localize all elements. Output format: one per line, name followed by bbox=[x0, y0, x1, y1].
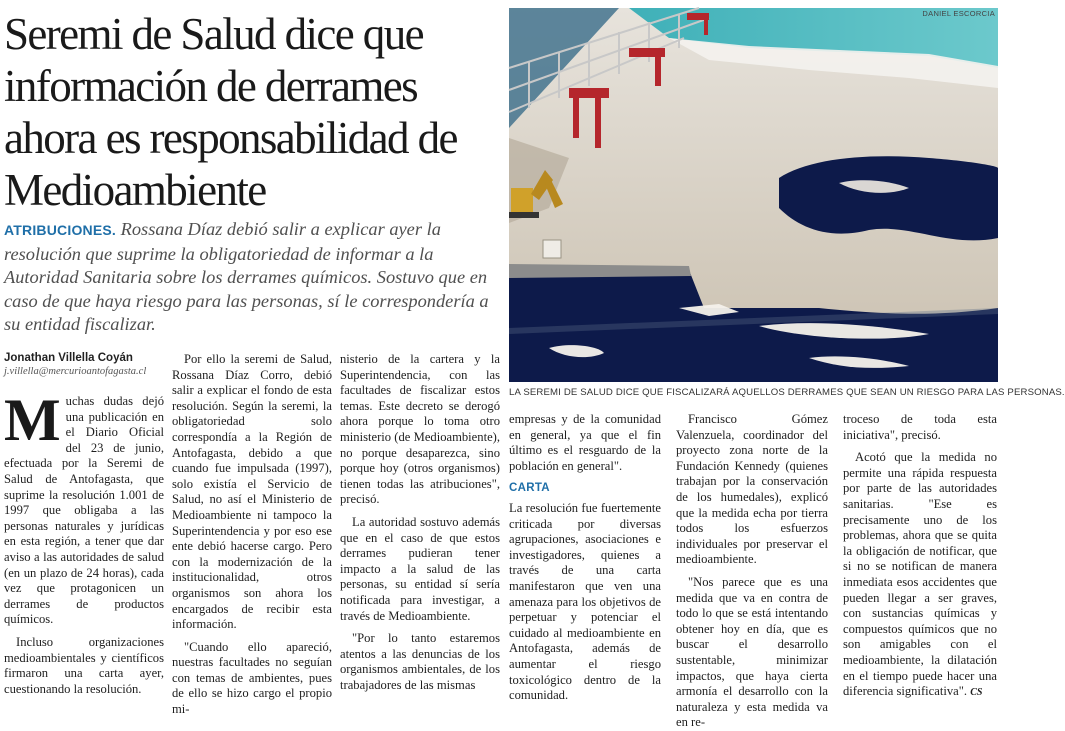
paragraph: nisterio de la cartera y la Superintendencia, con las facultades de fiscalizar estos temas. Este decreto se derogó ahora porque lo toma otro ministerio (de Medioambiente), no porque desaparezca, sino porque hoy (otros organismos) tienen todas las atribuciones", precisó. bbox=[340, 352, 500, 507]
beach-spill-photo bbox=[509, 8, 998, 382]
paragraph: La autoridad sostuvo además que en el caso de que estos derrames pudieran tener impacto a la salud de las personas, su entidad sí sería notificada para investigar, a través de Medioambiente. bbox=[340, 514, 500, 623]
paragraph: troceso de toda esta iniciativa", precisó. bbox=[843, 412, 997, 442]
column-4 bbox=[509, 412, 661, 703]
kicker: ATRIBUCIONES. bbox=[4, 222, 117, 238]
column-6 bbox=[843, 412, 997, 699]
paragraph: Incluso organizaciones medioambientales y científicos firmaron una carta ayer, cuestionando la resolución. bbox=[4, 634, 164, 696]
paragraph: Francisco Gómez Valenzuela, coordinador del proyecto zona norte de la Fundación Kennedy (quienes trabajan por la conservación de los humedales), explicó que la medida echa por tierra todos los esfuerzos individuales por preservar el medioambiente. bbox=[676, 412, 828, 567]
headline: Seremi de Salud dice que información de derrames ahora es responsabilidad de Medioambiente bbox=[4, 9, 457, 215]
column-1 bbox=[4, 387, 164, 696]
paragraph: "Nos parece que es una medida que va en contra de todo lo que se está intentando obtener hoy en día, que es buscar el desarrollo sustentable, minimizar impactos, que haya cierta armonía el desarrollo con la naturaleza y esta medida va en re- bbox=[676, 574, 828, 730]
paragraph: "Por lo tanto estaremos atentos a las denuncias de los organismos ambientales, de los trabajadores de las mismas bbox=[340, 631, 500, 692]
article-photo bbox=[509, 8, 998, 382]
author-name: Jonathan Villella Coyán bbox=[4, 352, 133, 364]
photo-credit: DANIEL ESCORCIA bbox=[922, 9, 995, 18]
paragraph: Acotó que la medida no permite una rápida respuesta por parte de las autoridades sanitarias. "Ese es precisamente uno de los problemas, ahora que se quita la obligación de notificar, que si no se notifican de manera inmediata esos accidentes que pueden llegar a ser graves, con sustancias químicas y compuestos químicos que no son amigables con el medioambiente, la dilatación en el tiempo puede hacer una diferencia significativa". CS bbox=[843, 450, 997, 699]
photo-caption: LA SEREMI DE SALUD DICE QUE FISCALIZARÁ AQUELLOS DERRAMES QUE SEAN UN RIESGO PARA LAS PERSONAS. bbox=[509, 387, 1065, 398]
end-mark: CS bbox=[970, 687, 983, 699]
lead-paragraph bbox=[4, 218, 504, 337]
paragraph: Por ello la seremi de Salud, Rossana Díaz Corro, debió salir a explicar el fondo de esta resolución. Según la seremi, la obligatoriedad solo correspondía a la Región de Antofagasta, debido a que cuando fue impulsada (1997), solo existía el Servicio de Salud, no así el Ministerio de Medioambiente ni tampoco la Superintendencia y por eso ese ente debió hacerse cargo. Pero con la modernización de la institucionalidad, otros organismos son ahora los encargados de recibir esta información. bbox=[172, 352, 332, 632]
spill-pool-upper bbox=[779, 156, 998, 240]
author-email[interactable]: j.villella@mercurioantofagasta.cl bbox=[4, 366, 147, 377]
lead-text: Rossana Díaz debió salir a explicar ayer la resolución que suprime la obligatoriedad de informar a la Autoridad Sanitaria sobre los derrames químicos. Sostuvo que en caso de que haya riesgo para las personas, sí le correspondería a su entidad fiscalizar. bbox=[4, 219, 489, 334]
paragraph: La resolución fue fuertemente criticada por diversas agrupaciones, asociaciones e investigadores, quienes a través de una carta manifestaron que ven una amenaza para los objetivos de perpetuar y potenciar el cuidado al medioambiente en Antofagasta, además de aumentar el riesgo toxicológico dentro de la comunidad. bbox=[509, 500, 661, 703]
paragraph: empresas y de la comunidad en general, ya que el fin último es el resguardo de la población en general". bbox=[509, 412, 661, 473]
column-2 bbox=[172, 352, 332, 717]
subhead: CARTA bbox=[509, 482, 550, 495]
drop-cap: M bbox=[4, 387, 61, 453]
column-5 bbox=[676, 412, 828, 730]
byline bbox=[4, 352, 174, 377]
column-3 bbox=[340, 352, 500, 692]
paragraph: Muchas dudas dejó una publicación en el Diario Oficial del 23 de junio, efectuada por la Seremi de Salud de Antofagasta, que suprime la resolución 1.001 de 1997 que obligaba a las personas naturales y jurídicas en esta región, a tener que dar aviso a las autoridades de salud (en un plazo de 24 horas), cada vez que protagonicen un derrames de productos químicos. bbox=[4, 387, 164, 627]
paragraph: "Cuando ello apareció, nuestras facultades no seguían con temas de ambientes, pues de ello se hizo cargo el propio mi- bbox=[172, 639, 332, 717]
